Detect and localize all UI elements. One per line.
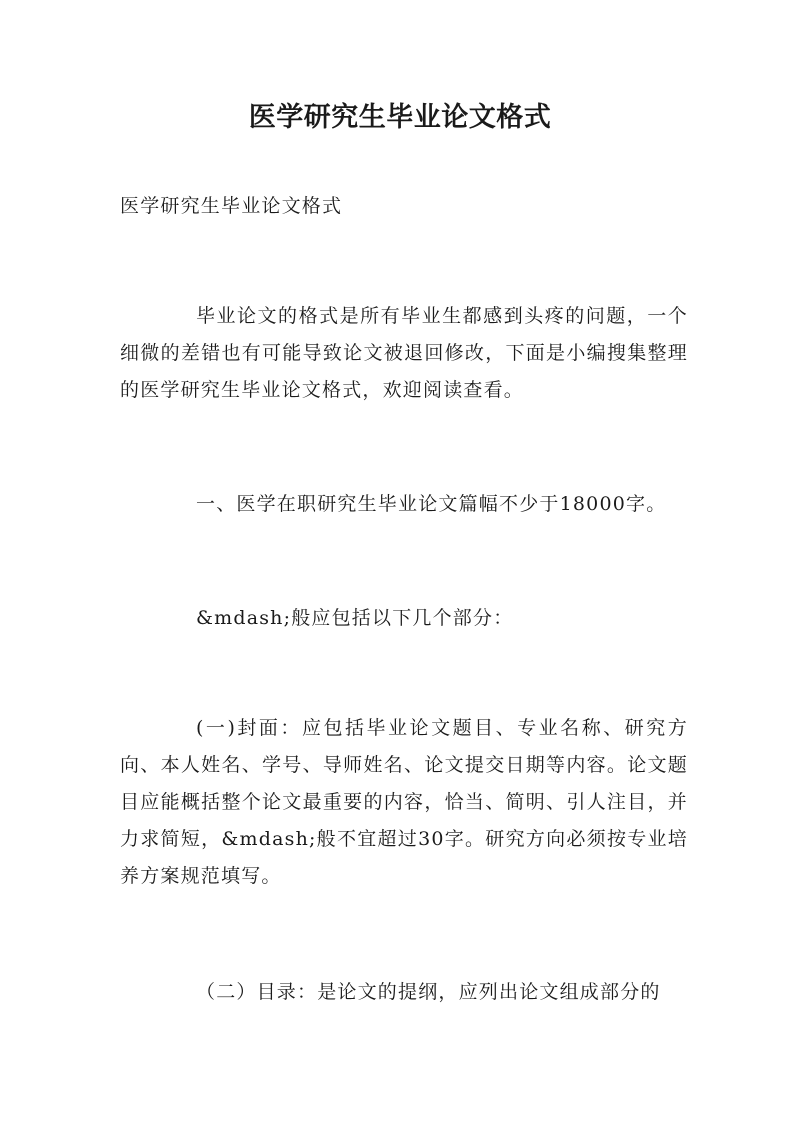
toc-paragraph: （二）目录：是论文的提纲，应列出论文组成部分的 — [196, 981, 661, 1003]
section-heading-length: 一、医学在职研究生毕业论文篇幅不少于18000字。 — [196, 493, 667, 515]
intro-paragraph: 毕业论文的格式是所有毕业生都感到头疼的问题，一个细微的差错也有可能导致论文被退回修改，下面是小编搜集整理的医学研究生毕业论文格式，欢迎阅读查看。 — [120, 305, 688, 401]
document-title: 医学研究生毕业论文格式 — [248, 102, 552, 133]
parts-intro-paragraph: &mdash;般应包括以下几个部分： — [196, 607, 514, 629]
document-subtitle: 医学研究生毕业论文格式 — [120, 195, 343, 217]
cover-paragraph: (一)封面：应包括毕业论文题目、专业名称、研究方向、本人姓名、学号、导师姓名、论文提交日期等内容。论文题目应能概括整个论文最重要的内容，恰当、简明、引人注目，并力求简短，&mdash;般不宜超过30字。研究方向必须按专业培养方案规范填写。 — [120, 717, 688, 887]
